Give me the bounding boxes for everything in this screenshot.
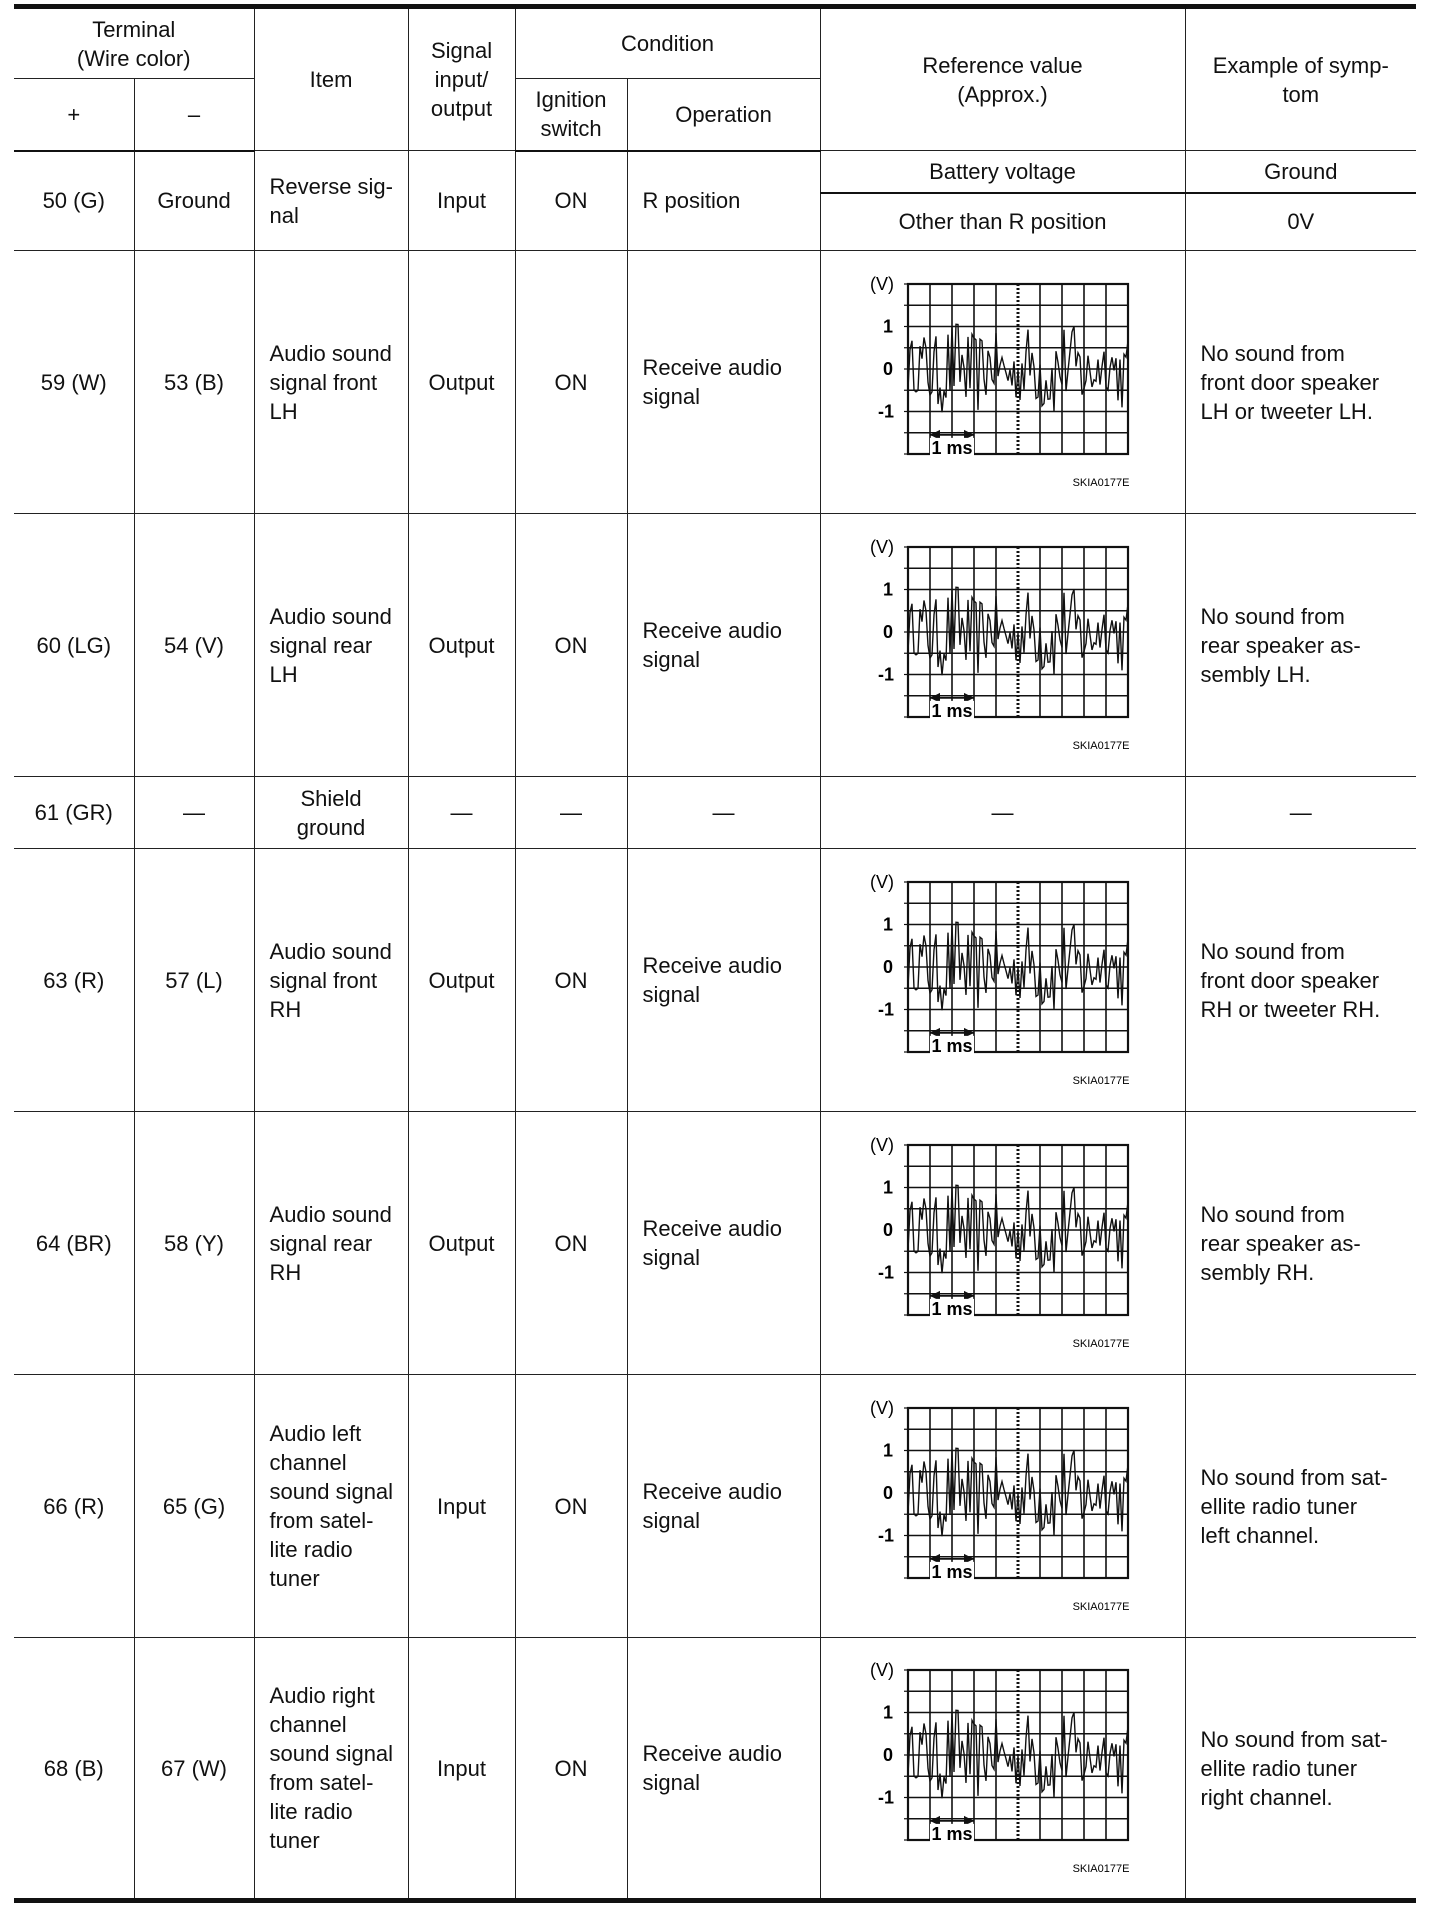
table-row — [14, 1375, 1416, 1638]
figure-code: SKIA0177E — [1072, 1862, 1129, 1875]
time-scale-label: 1 ms — [931, 1298, 973, 1319]
terminal-plus: 68 (B) — [14, 1638, 134, 1901]
ignition-cell: — — [515, 777, 627, 849]
y-top-label: 1 — [882, 1702, 893, 1722]
time-scale-label: 1 ms — [931, 1823, 973, 1844]
ignition-cell: ON — [515, 1112, 627, 1375]
reverse-signal: Input — [408, 151, 515, 251]
terminal-plus: 60 (LG) — [14, 514, 134, 777]
unit-label: (V) — [869, 1134, 894, 1155]
y-top-label: 1 — [882, 316, 893, 336]
unit-label: (V) — [869, 871, 894, 892]
reference-cell — [820, 1375, 1185, 1638]
reference-cell — [820, 1112, 1185, 1375]
figure-code: SKIA0177E — [1072, 1600, 1129, 1613]
ignition-cell: ON — [515, 1375, 627, 1638]
reverse-symptom-off: 0V — [1185, 193, 1416, 251]
y-bottom-label: -1 — [877, 1787, 894, 1807]
terminal-plus: 63 (R) — [14, 849, 134, 1112]
terminal-plus: 64 (BR) — [14, 1112, 134, 1375]
symptom-cell: No sound from rear speaker as- sembly RH. — [1185, 1112, 1416, 1375]
header-terminal: Terminal (Wire color) — [14, 7, 254, 79]
y-zero-label: 0 — [882, 621, 893, 642]
terminal-minus: 57 (L) — [134, 849, 254, 1112]
oscilloscope-waveform — [848, 533, 1158, 758]
oscilloscope-waveform — [848, 868, 1158, 1093]
operation-cell: Receive audio signal — [627, 251, 820, 514]
signal-cell: Input — [408, 1375, 515, 1638]
y-zero-label: 0 — [882, 1744, 893, 1765]
terminal-minus: 53 (B) — [134, 251, 254, 514]
table-row — [14, 1112, 1416, 1375]
oscilloscope-waveform — [848, 1131, 1158, 1356]
terminal-reference-table — [14, 4, 1416, 1903]
header-ignition: Ignition switch — [515, 79, 627, 151]
header-plus: + — [14, 79, 134, 151]
terminal-plus: 59 (W) — [14, 251, 134, 514]
unit-label: (V) — [869, 536, 894, 557]
signal-cell: Output — [408, 251, 515, 514]
signal-cell: Input — [408, 1638, 515, 1901]
symptom-cell: No sound from sat- ellite radio tuner right channel. — [1185, 1638, 1416, 1901]
time-scale-label: 1 ms — [931, 1035, 973, 1056]
operation-cell: Receive audio signal — [627, 1638, 820, 1901]
reverse-ignition: ON — [515, 151, 627, 251]
reverse-reference-on: Battery voltage — [820, 151, 1185, 193]
figure-code: SKIA0177E — [1072, 1074, 1129, 1087]
y-top-label: 1 — [882, 579, 893, 599]
terminal-plus: 61 (GR) — [14, 777, 134, 849]
y-zero-label: 0 — [882, 1219, 893, 1240]
operation-cell: Receive audio signal — [627, 514, 820, 777]
signal-cell: Output — [408, 1112, 515, 1375]
reverse-plus: 50 (G) — [14, 151, 134, 251]
header-condition: Condition — [515, 7, 820, 79]
table-row — [14, 514, 1416, 777]
symptom-cell: — — [1185, 777, 1416, 849]
y-top-label: 1 — [882, 1440, 893, 1460]
reverse-minus: Ground — [134, 151, 254, 251]
figure-code: SKIA0177E — [1072, 739, 1129, 752]
y-zero-label: 0 — [882, 358, 893, 379]
operation-cell: Receive audio signal — [627, 1375, 820, 1638]
unit-label: (V) — [869, 1659, 894, 1680]
y-bottom-label: -1 — [877, 664, 894, 684]
y-top-label: 1 — [882, 914, 893, 934]
oscilloscope-waveform — [848, 1394, 1158, 1619]
item-cell: Audio sound signal rear LH — [254, 514, 408, 777]
signal-cell: — — [408, 777, 515, 849]
operation-cell: — — [627, 777, 820, 849]
unit-label: (V) — [869, 1397, 894, 1418]
reverse-item: Reverse sig- nal — [254, 151, 408, 251]
item-cell: Audio right channel sound signal from satel- lite radio tuner — [254, 1638, 408, 1901]
item-cell: Audio sound signal front RH — [254, 849, 408, 1112]
terminal-plus: 66 (R) — [14, 1375, 134, 1638]
reference-cell — [820, 849, 1185, 1112]
signal-cell: Output — [408, 514, 515, 777]
y-bottom-label: -1 — [877, 1262, 894, 1282]
item-cell: Audio sound signal front LH — [254, 251, 408, 514]
signal-cell: Output — [408, 849, 515, 1112]
oscilloscope-waveform — [848, 270, 1158, 495]
terminal-minus: 58 (Y) — [134, 1112, 254, 1375]
operation-cell: Receive audio signal — [627, 849, 820, 1112]
item-cell: Shield ground — [254, 777, 408, 849]
symptom-cell: No sound from rear speaker as- sembly LH. — [1185, 514, 1416, 777]
table-row — [14, 1638, 1416, 1901]
ignition-cell: ON — [515, 251, 627, 514]
header-symptom: Example of symp- tom — [1185, 7, 1416, 151]
reference-cell — [820, 1638, 1185, 1901]
header-minus: – — [134, 79, 254, 151]
y-top-label: 1 — [882, 1177, 893, 1197]
y-zero-label: 0 — [882, 956, 893, 977]
reverse-symptom-on: Ground — [1185, 151, 1416, 193]
item-cell: Audio sound signal rear RH — [254, 1112, 408, 1375]
item-cell: Audio left channel sound signal from satel- lite radio tuner — [254, 1375, 408, 1638]
terminal-minus: 65 (G) — [134, 1375, 254, 1638]
reverse-operation: R position — [627, 151, 820, 251]
time-scale-label: 1 ms — [931, 1561, 973, 1582]
header-reference: Reference value (Approx.) — [820, 7, 1185, 151]
reverse-reference-off: Other than R position — [820, 193, 1185, 251]
figure-code: SKIA0177E — [1072, 476, 1129, 489]
operation-cell: Receive audio signal — [627, 1112, 820, 1375]
ignition-cell: ON — [515, 1638, 627, 1901]
y-bottom-label: -1 — [877, 999, 894, 1019]
header-item: Item — [254, 7, 408, 151]
table-row — [14, 777, 1416, 849]
y-zero-label: 0 — [882, 1482, 893, 1503]
reference-cell — [820, 251, 1185, 514]
y-bottom-label: -1 — [877, 1525, 894, 1545]
time-scale-label: 1 ms — [931, 437, 973, 458]
reference-cell: — — [820, 777, 1185, 849]
reference-cell — [820, 514, 1185, 777]
table-row — [14, 251, 1416, 514]
symptom-cell: No sound from front door speaker LH or tweeter LH. — [1185, 251, 1416, 514]
figure-code: SKIA0177E — [1072, 1337, 1129, 1350]
table-row — [14, 849, 1416, 1112]
header-operation: Operation — [627, 79, 820, 151]
ignition-cell: ON — [515, 849, 627, 1112]
header-signal: Signal input/ output — [408, 7, 515, 151]
unit-label: (V) — [869, 273, 894, 294]
time-scale-label: 1 ms — [931, 700, 973, 721]
symptom-cell: No sound from sat- ellite radio tuner left channel. — [1185, 1375, 1416, 1638]
oscilloscope-waveform — [848, 1656, 1158, 1881]
y-bottom-label: -1 — [877, 401, 894, 421]
terminal-minus: 54 (V) — [134, 514, 254, 777]
ignition-cell: ON — [515, 514, 627, 777]
symptom-cell: No sound from front door speaker RH or tweeter RH. — [1185, 849, 1416, 1112]
terminal-minus: — — [134, 777, 254, 849]
terminal-minus: 67 (W) — [134, 1638, 254, 1901]
